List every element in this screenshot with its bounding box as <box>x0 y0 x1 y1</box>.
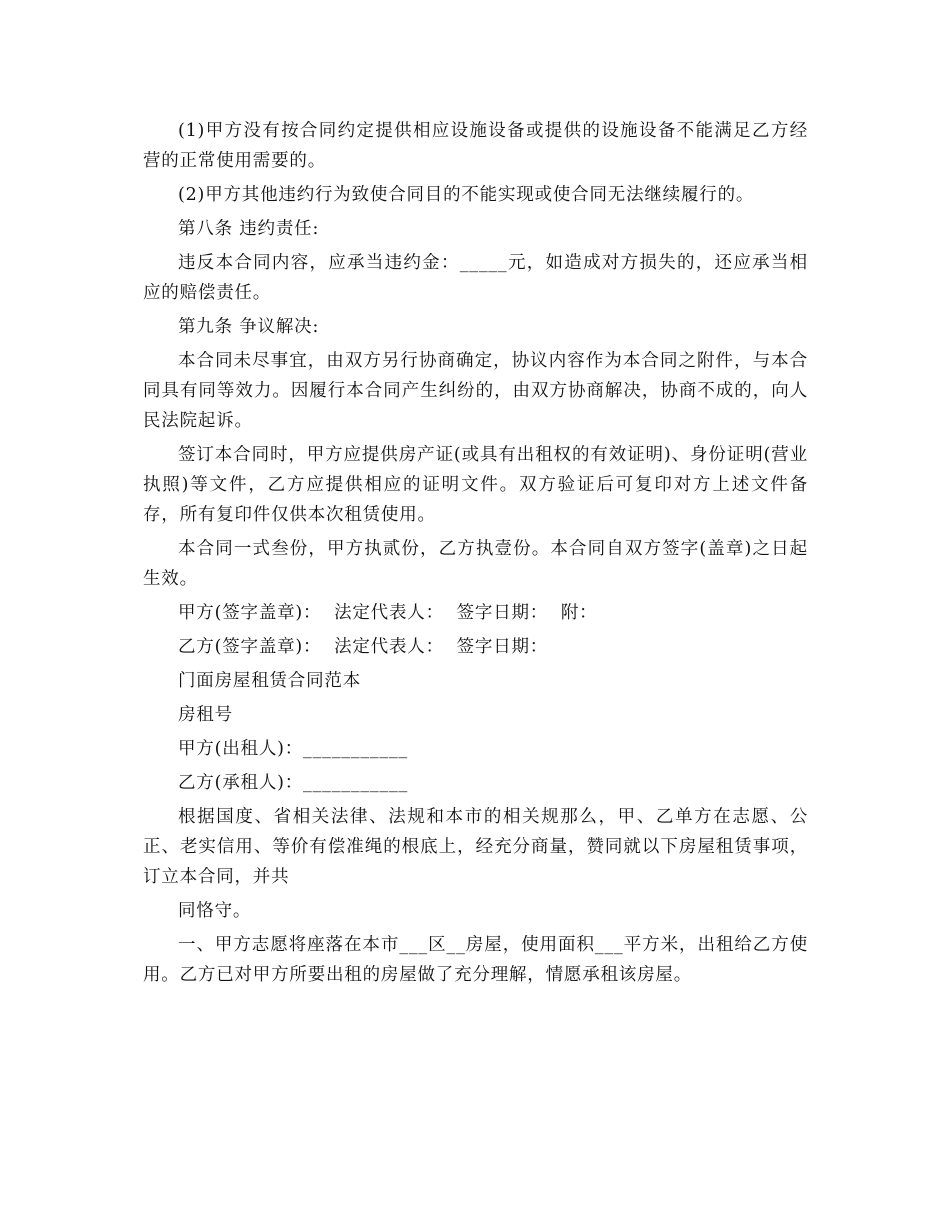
signature-line-party-b: 乙方(签字盖章)： 法定代表人： 签字日期： <box>178 637 549 657</box>
clause-paragraph: (1)甲方没有按合同约定提供相应设施设备或提供的设施设备不能满足乙方经营的正常使用需要的。 <box>143 121 808 171</box>
clause-paragraph: (2)甲方其他违约行为致使合同目的不能实现或使合同无法继续履行的。 <box>178 185 755 205</box>
clause-paragraph: 本合同一式叁份，甲方执贰份，乙方执壹份。本合同自双方签字(盖章)之日起生效。 <box>143 539 808 589</box>
clause-paragraph: 本合同未尽事宜，由双方另行协商确定，协议内容作为本合同之附件，与本合同具有同等效力。因履行本合同产生纠纷的，由双方协商解决，协商不成的，向人民法院起诉。 <box>143 351 808 431</box>
preamble-paragraph: 根据国度、省相关法律、法规和本市的相关规那么，甲、乙单方在志愿、公正、老实信用、等价有偿准绳的根底上，经充分商量，赞同就以下房屋租赁事项，订立本合同，并共 <box>143 807 808 887</box>
clause-paragraph: 签订本合同时，甲方应提供房产证(或具有出租权的有效证明)、身份证明(营业执照)等文件，乙方应提供相应的证明文件。双方验证后可复印对方上述文件备存，所有复印件仅供本次租赁使用。 <box>143 445 808 525</box>
article-heading: 第八条 违约责任: <box>178 219 320 239</box>
preamble-continuation: 同恪守。 <box>178 901 252 921</box>
lessor-field: 甲方(出租人)：___________ <box>178 739 409 759</box>
contract-number: 房租号 <box>178 705 233 725</box>
lessee-field: 乙方(承租人)：___________ <box>178 773 409 793</box>
clause-paragraph: 一、甲方志愿将座落在本市___区__房屋，使用面积___平方米，出租给乙方使用。乙方已对甲方所要出租的房屋做了充分理解，情愿承租该房屋。 <box>143 935 808 985</box>
document-body <box>143 116 808 994</box>
article-heading: 第九条 争议解决: <box>178 317 320 337</box>
signature-line-party-a: 甲方(签字盖章)： 法定代表人： 签字日期： 附： <box>178 603 598 623</box>
contract-title: 门面房屋租赁合同范本 <box>178 671 361 691</box>
clause-paragraph: 违反本合同内容，应承当违约金：_____元，如造成对方损失的，还应承当相应的赔偿责任。 <box>143 253 808 303</box>
